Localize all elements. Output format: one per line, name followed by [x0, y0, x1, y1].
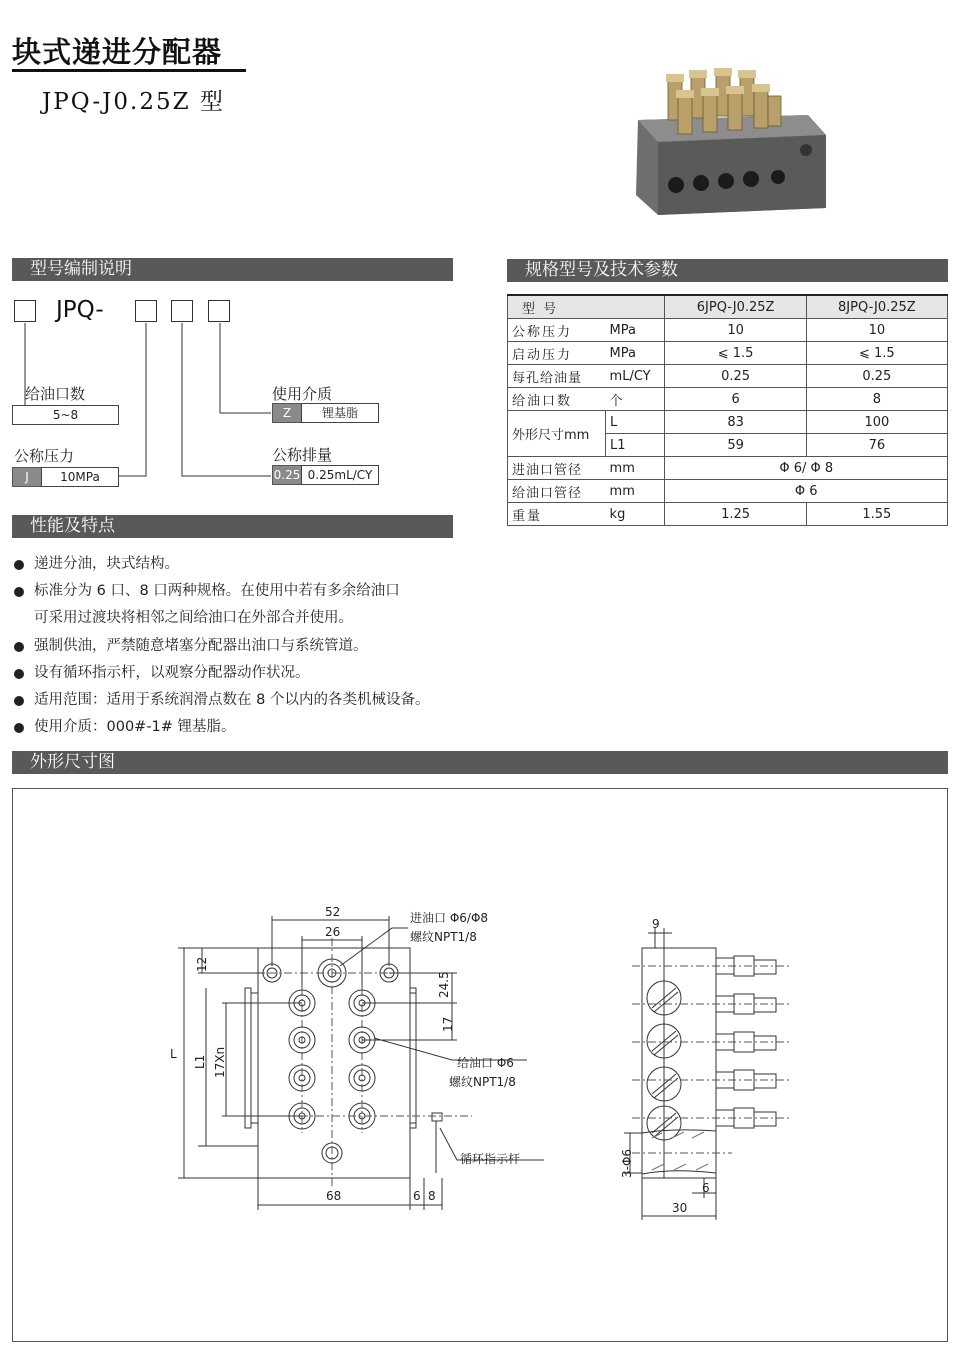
dim-52: 52: [325, 905, 341, 919]
code-box-outlets: [14, 300, 36, 322]
table-row: 公称压力 MPa 10 10: [508, 319, 948, 342]
dim-24-5: 24.5: [437, 971, 451, 998]
table-row: 给油口管径 mm Φ 6: [508, 480, 948, 503]
bullet-icon: [14, 669, 24, 679]
outlet-thread-note: 螺纹NPT1/8: [449, 1075, 516, 1089]
side-dim-3phi6: 3-Φ6: [620, 1148, 634, 1178]
pressure-value: 10MPa: [41, 467, 119, 487]
side-dim-6: 6: [702, 1181, 710, 1195]
dim-68: 68: [326, 1189, 342, 1203]
bullet-icon: [14, 723, 24, 733]
table-row: 每孔给油量 mL/CY 0.25 0.25: [508, 365, 948, 388]
distributor-block-photo: [628, 60, 828, 220]
displacement-code: 0.25: [272, 465, 302, 485]
table-row: 重量 kg 1.25 1.55: [508, 503, 948, 526]
feature-item: 强制供油，严禁随意堵塞分配器出油口与系统管道。: [14, 633, 429, 660]
bullet-icon: [14, 560, 24, 570]
table-row: 外形尺寸mm L 83 100: [508, 411, 948, 434]
section-spec: 规格型号及技术参数: [507, 259, 948, 282]
dim-8: 8: [428, 1189, 436, 1203]
medium-code: Z: [272, 403, 302, 423]
code-prefix: JPQ-: [56, 297, 104, 323]
section-dimensions: 外形尺寸图: [12, 751, 948, 774]
feature-item: 使用介质：000#-1# 锂基脂。: [14, 714, 429, 741]
pressure-label: 公称压力: [14, 447, 75, 465]
dim-17xn: 17Xn: [213, 1046, 227, 1078]
displacement-label: 公称排量: [272, 446, 333, 464]
side-dim-30: 30: [672, 1201, 688, 1215]
dim-26: 26: [325, 925, 341, 939]
inlet-thread-note: 螺纹NPT1/8: [410, 930, 477, 944]
table-row: 给油口数 个 6 8: [508, 388, 948, 411]
model-subtitle: JPQ-J0.25Z 型: [42, 89, 225, 115]
features-list: [14, 551, 429, 741]
side-dim-9: 9: [652, 917, 660, 931]
dim-L: L: [170, 1047, 177, 1061]
bullet-icon: [14, 696, 24, 706]
dim-12: 12: [195, 956, 209, 972]
inlet-note: 进油口 Φ6/Φ8: [410, 911, 489, 925]
pressure-code: J: [12, 467, 42, 487]
dim-17: 17: [441, 1016, 455, 1032]
feature-item: 递进分油，块式结构。: [14, 551, 429, 578]
bullet-icon: [14, 642, 24, 652]
medium-label: 使用介质: [272, 385, 333, 403]
table-row: 进油口管径 mm Φ 6/ Φ 8: [508, 457, 948, 480]
feature-item: 设有循环指示杆，以观察分配器动作状况。: [14, 660, 429, 687]
table-row: 启动压力 MPa ⩽ 1.5 ⩽ 1.5: [508, 342, 948, 365]
outlet-note: 给油口 Φ6: [457, 1056, 514, 1070]
outlets-label: 给油口数: [25, 385, 86, 403]
feature-item: 适用范围：适用于系统润滑点数在 8 个以内的各类机械设备。: [14, 687, 429, 714]
indicator-note: 循环指示杆: [460, 1152, 521, 1166]
displacement-value: 0.25mL/CY: [301, 465, 379, 485]
dim-L1: L1: [193, 1054, 207, 1069]
table-header-row: 型 号 6JPQ-J0.25Z 8JPQ-J0.25Z: [508, 295, 948, 319]
section-model-code: 型号编制说明: [12, 258, 453, 281]
dimension-drawing: [12, 788, 948, 1342]
code-box-pressure: [135, 300, 157, 322]
outlets-value: 5~8: [12, 405, 119, 425]
feature-item: 标准分为 6 口、8 口两种规格。在使用中若有多余给油口 可采用过渡块将相邻之间给油口在外部合并使用。: [14, 578, 429, 632]
section-features: 性能及特点: [12, 515, 453, 538]
dim-6: 6: [413, 1189, 421, 1203]
table-row: L1 59 76: [508, 434, 948, 457]
title-underline: [12, 69, 246, 72]
medium-value: 锂基脂: [301, 403, 379, 423]
code-box-displacement: [171, 300, 193, 322]
code-box-medium: [208, 300, 230, 322]
bullet-icon: [14, 587, 24, 597]
spec-table: [507, 294, 948, 526]
page-title: 块式递进分配器: [12, 35, 223, 69]
